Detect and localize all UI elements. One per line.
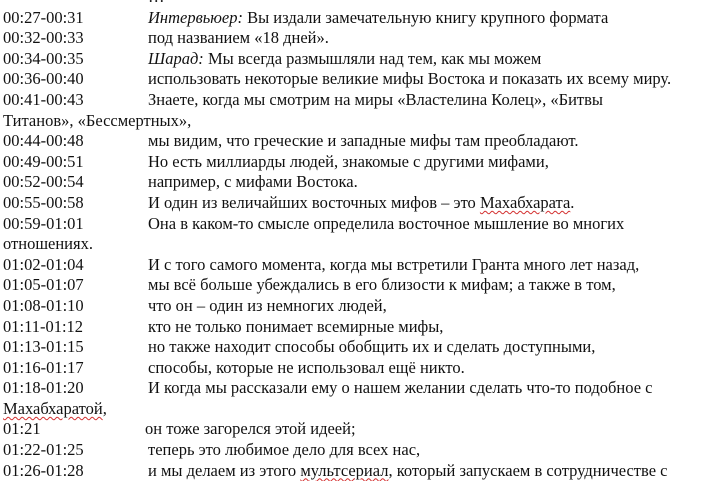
continuation-text	[3, 399, 107, 420]
spellcheck-flagged-word[interactable]: Махабхарата	[479, 192, 571, 212]
transcript-line	[0, 28, 720, 49]
transcript-continuation-line	[0, 111, 720, 132]
transcript-line	[0, 337, 720, 358]
transcript-line	[0, 131, 720, 152]
line-text: кто не только понимает всемирные мифы,	[148, 316, 444, 336]
timestamp: 00:44-00:48	[3, 131, 84, 151]
line-text	[148, 461, 667, 481]
timestamp: 00:59-01:01	[3, 213, 84, 233]
transcript-line	[0, 296, 720, 317]
timestamp: 00:27-00:31	[3, 7, 84, 27]
transcript-line	[0, 440, 720, 461]
line-text: Но есть миллиарды людей, знакомые с другими мифами,	[148, 151, 549, 171]
line-body-end: , который запускаем в сотрудничестве с	[388, 460, 668, 480]
line-body: Мы всегда размышляли над тем, как мы можем	[203, 48, 542, 68]
transcript-line	[0, 152, 720, 173]
line-text: Знаете, когда мы смотрим на миры «Властелина Колец», «Битвы	[148, 89, 604, 109]
timestamp: 01:22-01:25	[3, 440, 84, 460]
timestamp: 01:21	[3, 419, 41, 439]
transcript-line	[0, 49, 720, 70]
transcript-continuation-line	[0, 399, 720, 420]
timestamp: 01:13-01:15	[3, 337, 84, 357]
continuation-text: Титанов», «Бессмертных»,	[3, 110, 192, 130]
line-text: И с того самого момента, когда мы встретили Гранта много лет назад,	[148, 254, 640, 274]
line-text	[148, 193, 574, 214]
transcript-continuation-line	[0, 234, 720, 255]
transcript-line	[0, 214, 720, 235]
timestamp: 00:36-00:40	[3, 69, 84, 89]
timestamp: 01:08-01:10	[3, 295, 84, 315]
line-text	[148, 8, 608, 29]
speaker-label: Шарад:	[148, 48, 204, 68]
transcript-line	[0, 172, 720, 193]
transcript-line	[0, 8, 720, 29]
partial-top-text	[148, 0, 165, 8]
line-text: использовать некоторые великие мифы Востока и показать их всему миру.	[148, 69, 672, 89]
transcript-line	[0, 358, 720, 379]
transcript-line	[0, 317, 720, 338]
transcript-line	[0, 275, 720, 296]
timestamp: 00:52-00:54	[3, 172, 84, 192]
transcript-line	[0, 69, 720, 90]
transcript-line	[0, 255, 720, 276]
speaker-label: Интервьюер:	[148, 7, 243, 27]
spellcheck-flagged-word[interactable]: Махабхаратой	[3, 398, 103, 418]
line-text: например, с мифами Востока.	[148, 172, 358, 192]
spellcheck-flagged-word[interactable]: мультсериал	[300, 460, 389, 480]
line-text: способы, которые не использовал ещё никто.	[148, 357, 465, 377]
line-body: Вы издали замечательную книгу крупного формата	[242, 7, 609, 27]
line-text	[148, 49, 541, 70]
timestamp: 01:18-01:20	[3, 378, 84, 398]
transcript-line	[0, 193, 720, 214]
timestamp: 01:05-01:07	[3, 275, 84, 295]
continuation-end: ,	[102, 398, 107, 418]
timestamp: 01:02-01:04	[3, 254, 84, 274]
timestamp: 00:49-00:51	[3, 151, 84, 171]
timestamp: 00:41-00:43	[3, 89, 84, 109]
line-text: но также находит способы обобщить их и сделать доступными,	[148, 337, 596, 357]
timestamp: 01:16-01:17	[3, 357, 84, 377]
timestamp: 01:26-01:28	[3, 460, 84, 480]
line-text: он тоже загорелся этой идеей;	[145, 419, 356, 439]
line-text: Она в каком-то смысле определила восточное мышление во многих	[148, 213, 625, 233]
line-body: И один из величайших восточных мифов – это	[148, 192, 480, 212]
timestamp: 00:32-00:33	[3, 28, 84, 48]
line-text: под названием «18 дней».	[148, 28, 329, 48]
line-text: теперь это любимое дело для всех нас,	[148, 440, 421, 460]
line-text: И когда мы рассказали ему о нашем желании сделать что-то подобное с	[148, 378, 653, 398]
timestamp: 00:34-00:35	[3, 48, 84, 68]
line-body-end: .	[570, 192, 575, 212]
transcript-line	[0, 419, 720, 440]
timestamp: 01:11-01:12	[3, 316, 84, 336]
timestamp: 00:55-00:58	[3, 192, 84, 212]
transcript-line	[0, 90, 720, 111]
partial-top-line	[0, 0, 720, 8]
transcript-line	[0, 461, 720, 481]
line-text: мы видим, что греческие и западные мифы там преобладают.	[148, 131, 579, 151]
line-text: что он – один из немногих людей,	[148, 295, 387, 315]
continuation-text: отношениях.	[3, 234, 93, 254]
line-body: и мы делаем из этого	[148, 460, 301, 480]
line-text: мы всё больше убеждались в его близости к мифам; а также в том,	[148, 275, 616, 295]
transcript-line	[0, 378, 720, 399]
